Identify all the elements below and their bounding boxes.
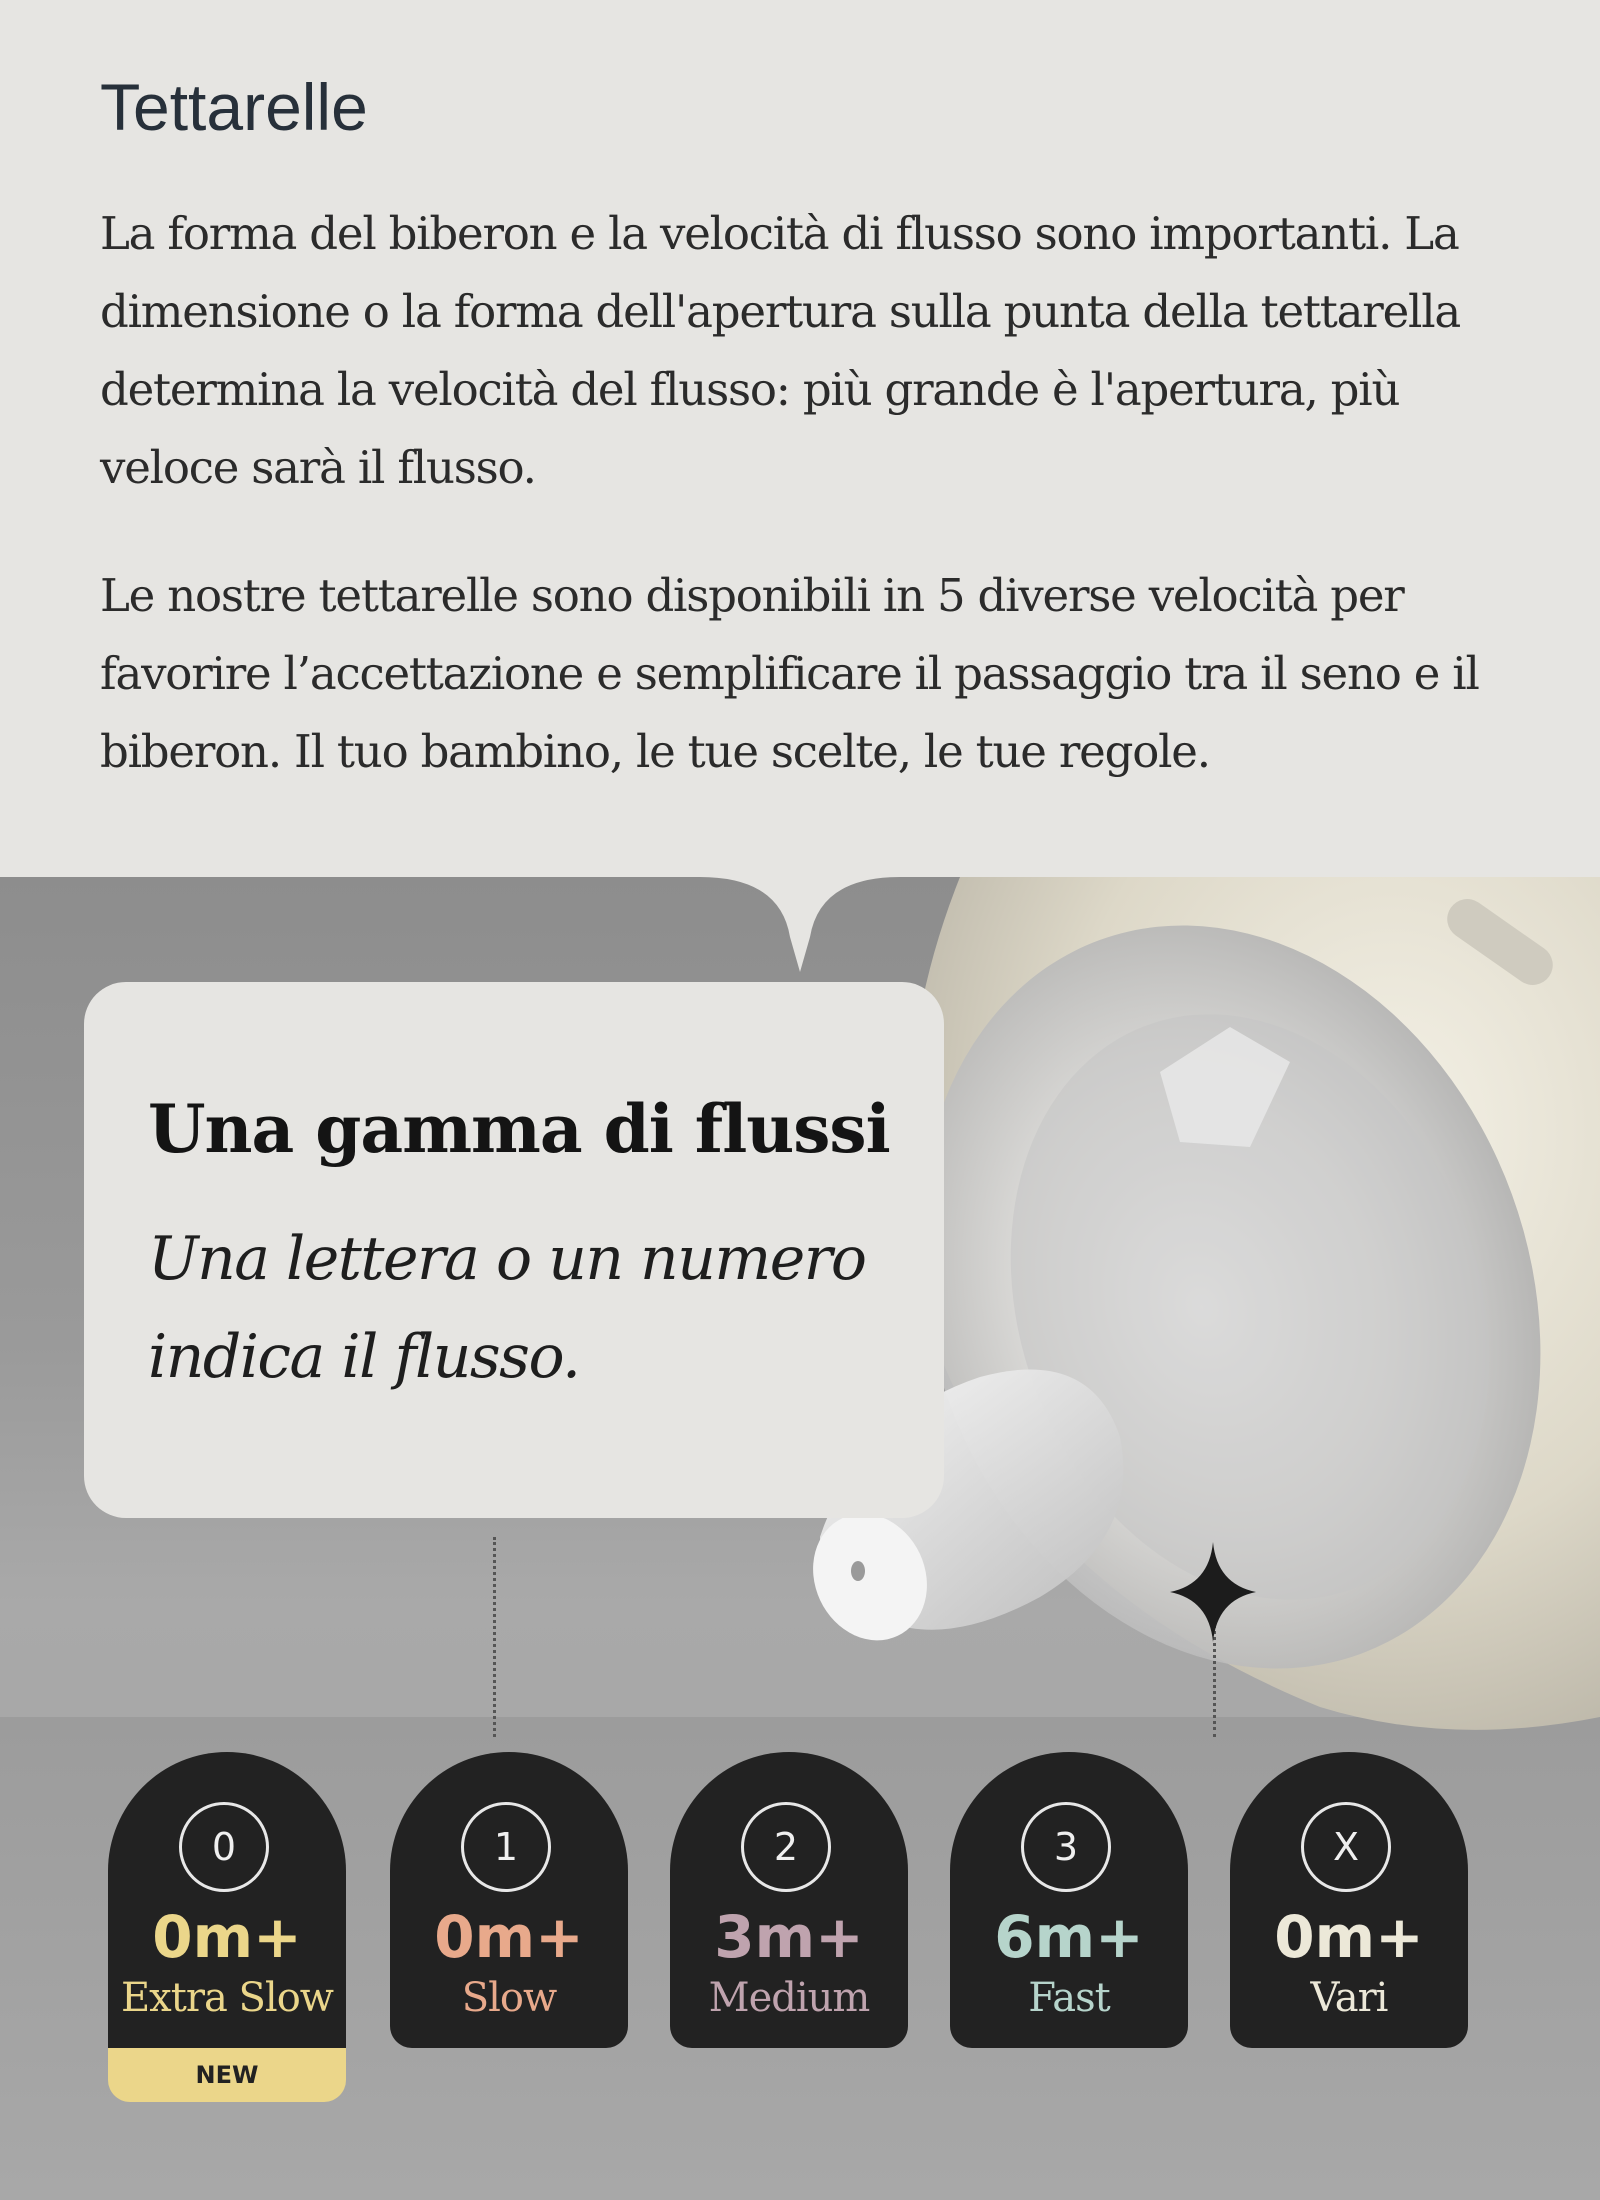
- flow-code-badge: 1: [461, 1802, 551, 1892]
- flow-code-badge: X: [1301, 1802, 1391, 1892]
- flow-speed: Extra Slow: [120, 1975, 334, 2021]
- banner-subtitle: Una lettera o un numero indica il flusso.: [148, 1224, 866, 1392]
- new-badge: NEW: [108, 2048, 346, 2102]
- flow-range-card: [84, 982, 944, 1518]
- flow-speed: Medium: [708, 1975, 870, 2021]
- flow-speed: Fast: [1028, 1975, 1110, 2021]
- flow-age: 0m+: [1274, 1903, 1424, 1971]
- dotted-connector-left: [493, 1537, 496, 1737]
- intro-paragraph-2: Le nostre tettarelle sono disponibili in 5 diverse velocità per favorire l’accettazione e semplificare il passaggio tra il seno e il biberon. Il tuo bambino, le tue scelte, le tue regole.: [100, 569, 1479, 778]
- flow-age: 0m+: [434, 1903, 584, 1971]
- section-title: Tettarelle: [100, 70, 368, 144]
- flow-code-badge: 0: [179, 1802, 269, 1892]
- flow-speed: Slow: [461, 1975, 557, 2021]
- flow-age: 6m+: [994, 1903, 1144, 1971]
- flow-chip-0: [108, 1752, 346, 2048]
- flow-code-badge: 3: [1021, 1802, 1111, 1892]
- sparkle-icon: [1170, 1542, 1256, 1642]
- flow-speed: Vari: [1310, 1975, 1388, 2021]
- intro-section: [0, 0, 1600, 877]
- flow-range-banner: [0, 877, 1600, 2200]
- flow-chip-3: [950, 1752, 1188, 2048]
- flow-chip-2: [670, 1752, 908, 2048]
- flow-chip-1: [390, 1752, 628, 2048]
- flow-code-badge: 2: [741, 1802, 831, 1892]
- intro-paragraph-1: La forma del biberon e la velocità di flusso sono importanti. La dimensione o la forma dell'apertura sulla punta della tettarella determina la velocità del flusso: più grande è l'apertura, più veloce sarà il flusso.: [100, 207, 1461, 494]
- flow-chip-x: [1230, 1752, 1468, 2048]
- flow-age: 0m+: [152, 1903, 302, 1971]
- banner-title: Una gamma di flussi: [148, 1090, 890, 1168]
- flow-age: 3m+: [714, 1903, 864, 1971]
